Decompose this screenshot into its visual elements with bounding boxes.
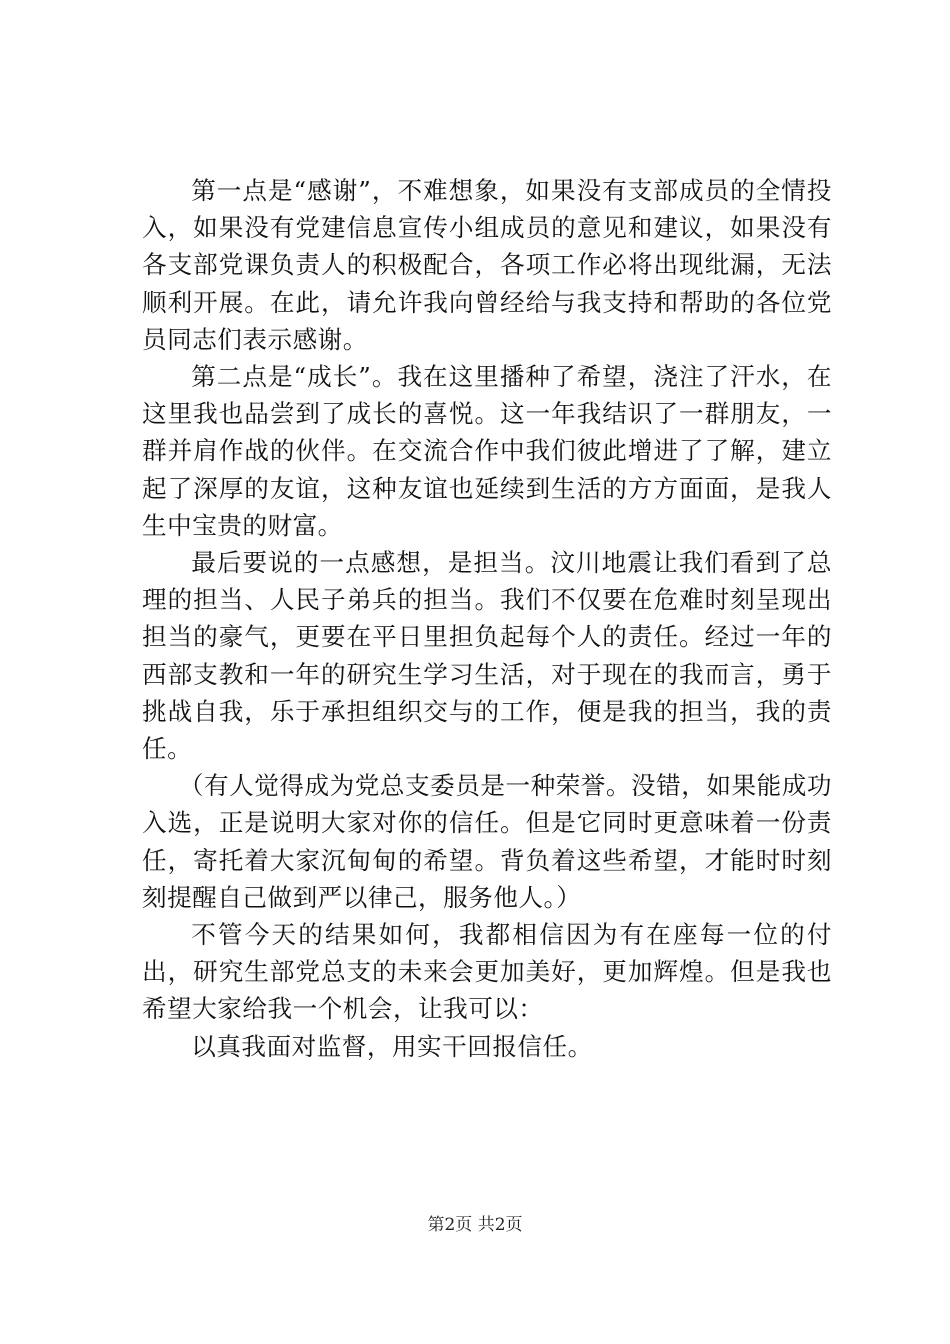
- paragraph-responsibility: 最后要说的一点感想，是担当。汶川地震让我们看到了总理的担当、人民子弟兵的担当。我们不仅要在危难时刻呈现出担当的豪气，更要在平日里担负起每个人的责任。经过一年的西部支教和一年的研究生学习生活，对于现在的我而言，勇于挑战自我，乐于承担组织交与的工作，便是我的担当，我的责任。: [142, 548, 832, 764]
- paragraph-growth: 第二点是“成长”。我在这里播种了希望，浇注了汗水，在这里我也品尝到了成长的喜悦。这一年我结识了一群朋友，一群并肩作战的伙伴。在交流合作中我们彼此增进了了解，建立起了深厚的友谊，这种友谊也延续到生活的方方面面，是我人生中宝贵的财富。: [142, 362, 832, 540]
- paragraph-thanks: 第一点是“感谢”，不难想象，如果没有支部成员的全情投入，如果没有党建信息宣传小组成员的意见和建议，如果没有各支部党课负责人的积极配合，各项工作必将出现纰漏，无法顺利开展。在此，请允许我向曾经给与我支持和帮助的各位党员同志们表示感谢。: [142, 176, 832, 354]
- paragraph-pledge: 以真我面对监督，用实干回报信任。: [191, 1031, 593, 1061]
- paragraph-parenthetical-note: （有人觉得成为党总支委员是一种荣誉。没错，如果能成功入选，正是说明大家对你的信任。但是它同时更意味着一份责任，寄托着大家沉甸甸的希望。背负着这些希望，才能时时刻刻提醒自己做到严以律己，服务他人。）: [142, 771, 832, 912]
- paragraph-closing: 不管今天的结果如何，我都相信因为有在座每一位的付出，研究生部党总支的未来会更加美好，更加辉煌。但是我也希望大家给我一个机会，让我可以：: [142, 920, 832, 1024]
- document-body: [142, 172, 832, 1065]
- page-number-footer: 第2页 共2页: [427, 1215, 523, 1235]
